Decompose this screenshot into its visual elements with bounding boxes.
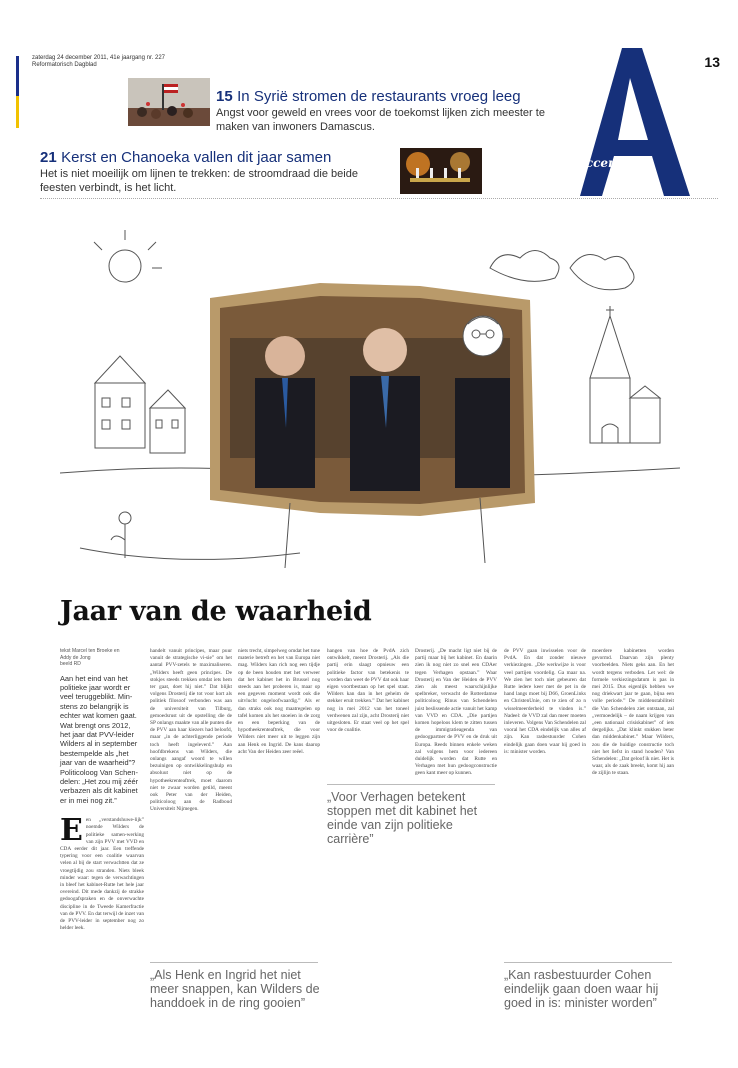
pull-quote: „Voor Verhagen betekent stoppen met dit kabinet het einde van zijn politieke carrière” (327, 790, 497, 846)
pull-quote: „Kan rasbestuurder Cohen eindelijk gaan doen waar hij goed in is: minister worden” (504, 968, 674, 1010)
page-number: 13 (704, 54, 720, 70)
article-column-3 (238, 648, 320, 759)
dateline: zaterdag 24 december 2011, 41e jaargang nr. 227 Reformatorisch Dagblad (32, 55, 165, 68)
teaser-image-syria[interactable] (128, 78, 210, 126)
article-intro: Aan het eind van het politieke jaar wordt er veel teruggeblikt. Min- stens zo belangrijk is echter wat komen gaat. Wat brengt ons 2012, het jaar dat PVV-leider Wilders al in september bestempelde als „het jaar van de waarheid”? Politicoloog Van Schen- delen: „Het zou mij zéér verbazen als dit kabinet er in mei nog zit.” (60, 673, 139, 805)
pull-quote: „Als Henk en Ingrid het niet meer snappen, kan Wilders de handdoek in de ring gooien” (150, 968, 320, 1010)
quote-rule (327, 784, 495, 785)
body-text: niets trecht, simpelweg omdat het tune materie betreft en het van Europa niet mag. Wilders kan rich nog een tijdje op de been houden met het verweer dat het kabinet het in Brussel nog steeds aan het proberen is, maar op een gegeven moment wordt ook die uitvlucht ongeloofwaardig.” Als er dan straks ook nog maatregelen op tafel komen als het snoeien in de zorg en een beperking van de hypotheekrenteaftrek, die voor Wilders niet meer uit te leggen zijn aan Henk en Ingrid. De kans daarop acht Van der Heiden zeer reëel. (238, 648, 320, 755)
article-headline: Jaar van de waarheid (60, 596, 372, 627)
article-column-2 (150, 648, 232, 817)
article-column-6 (504, 648, 586, 759)
section-bar-blue (16, 56, 19, 96)
quote-rule (150, 962, 318, 963)
body-text: de PVV gaan inwisselen voor de PvdA. En dat zonder nieuwe verkiezingen. „Die werkwijze is voor veel partijen voordelig. Ga maar na. We zien het toch niet gebeuren dat Rutte iedere keer met de pet in de hand langs moet bij D66, GroenLinks en ChristenUnie, om te zien of zo n wisselmeerderheid te vinden is.” Nadeel: de VVD zal dan meer moeten inleveren. Volgens Van Schendelen zal vooral het CDA eindelijk van alles af zijn. Kan rasbestuurder Cohen eindelijk gaan doen waar hij goed in is: minister worden. (504, 648, 586, 755)
body-text: en „verstandshuwe-lijk” noemde Wilders de politieke samen-werking van zijn PVV met VVD en CDA eerder dit jaar. Een treffende typering voor een coalitie waarvan velen al bij de start verwachtten dat ze vroegtijdig zou stranden. Niets bleek minder waar: tegen de verwachtingen in bleef het kabinet-Rutte het hele jaar overeind. Dit mede dankzij de strakke gedoogafspraken en de onverwachte discipline in de Tweede Kamerfractie van de PVV. En dat terwijl de inzet van de PVV-leider in september nog zo helder leek. (60, 817, 144, 932)
teaser-syria[interactable]: 15 In Syrië stromen de restaurants vroeg leeg Angst voor geweld en vrees voor de toekomst lijken zich meester te maken van inwoners Damascus. (216, 88, 545, 133)
accent-logo (572, 48, 700, 198)
teaser-title[interactable]: Kerst en Chanoeka vallen dit jaar samen (61, 149, 332, 166)
body-text: moerdere kabinetten worden gevormd. Daarvan zijn plenty voorbeelden. Niets geks aan. En het wordt tergens verboden. Let wel: de formele verkiezingsdatum is pas in mei 2015. Dus eigenlijk hebben we nog driekwart jaar te gaan, bijna een volle periode.” De middenstabiliteit die Van Schendelen ziet ontstaan, zal „vermoedelijk – de naam krijgen van „een nationaal crisiskabinet” of iets dergelijks. „Dat klinkt stukken beter dan middenkabinet.” Maar Wilders, zou die de huidige constructie toch niet het liefst in stand houden? Van Schendelen: „Dat geloof ik niet. Het is waar, als de zaak breekt, komt hij aan de zijlijn te staan. (592, 648, 674, 777)
body-text: handelt vanuit principes, maar puur vanuit de strategische vi-sie” om het aantal PVV-zetels te maximaliseren. „Wilders heeft geen principes. De stokjes steeds trekken omdat iets hem ter gaat, doet hij niet.” Dat blijkt volgens Drosterij die tot voor kort als politiek filosoof verbonden was aan de universiteit van Tilburg, gemoedsrust uit de opstelling die de SP onlangs maakte van alle punten die de PVV aan haar kiezers had beloofd, maar „in de achterliggende periode toch heeft ingeleverd.” Aan hoofdbrekens van Wilders, die onlangs aangaf woord te willen bezuinigen op ontwikkelingshulp en absoluut niet op de hypotheekrenteaftrek, moet daarom niet te zwaar worden getild, meent ook Peter van der Heiden, politicoloog aan de Radboud Universiteit Nijmegen. (150, 648, 232, 813)
divider (40, 198, 718, 199)
cartoon-illustration (60, 228, 680, 593)
section-label: accent (578, 156, 623, 170)
drop-cap: E (60, 813, 83, 849)
teaser-title[interactable]: In Syrië stromen de restaurants vroeg leeg (237, 88, 521, 105)
article-column-1 (60, 648, 144, 935)
article-column-5 (415, 648, 497, 781)
body-text: hangen van hoe de PvdA zich ontwikkelt, meent Drosterij. „Als die partij erin slaagt opnieuw een politieke factor van betekenis te worden dan weet de PVV dat ook haar eigen voortbestaan op het spel staat. Wilders kan dan in het geheim de stekker eruit trekken.” Dat het kabinet nog in mei 2012 van het toneel verdwenen zal zijn, acht Drosterij niet uitgesloten. Er staat veel op het spel voor de coalitie. (327, 648, 409, 734)
teaser-image-candles[interactable] (400, 148, 482, 194)
article-column-4 (327, 648, 409, 737)
teaser-kerst[interactable]: 21 Kerst en Chanoeka vallen dit jaar samen Het is niet moeilijk om lijnen te trekken: de stroomdraad die beide feesten verbindt, is het licht. (40, 149, 358, 194)
quote-rule (504, 962, 672, 963)
body-text: Drosterij. „De macht ligt niet bij de partij maar bij het kabinet. En daarin zien ik nog niet zo snel een CDAer tegen Verhagen opstaan.” Waar Drosterij en Van der Heiden de PVV zien als meest waarschijnlijke spelbreker, verwacht de Rotterdamse politicoloog Rinus van Schendelen juist beslissende actie vanuit het kamp van VVD en CDA. „Die partijen komen hopeloos klem te zitten tussen de immigratieagenda van gedoogpartner de PVV en de druk uit Europa. Reeds binnen enkele weken zal volgens hem voor iedereen duidelijk worden dat Rutte en Verhagen met hun gedoogconstructie geen kant meer op kunnen. (415, 648, 497, 777)
section-bar-yellow (16, 96, 19, 128)
article-column-7 (592, 648, 674, 781)
byline: tekst Marcel ten Broeke en Addy de Jong beeld RD (60, 648, 120, 667)
